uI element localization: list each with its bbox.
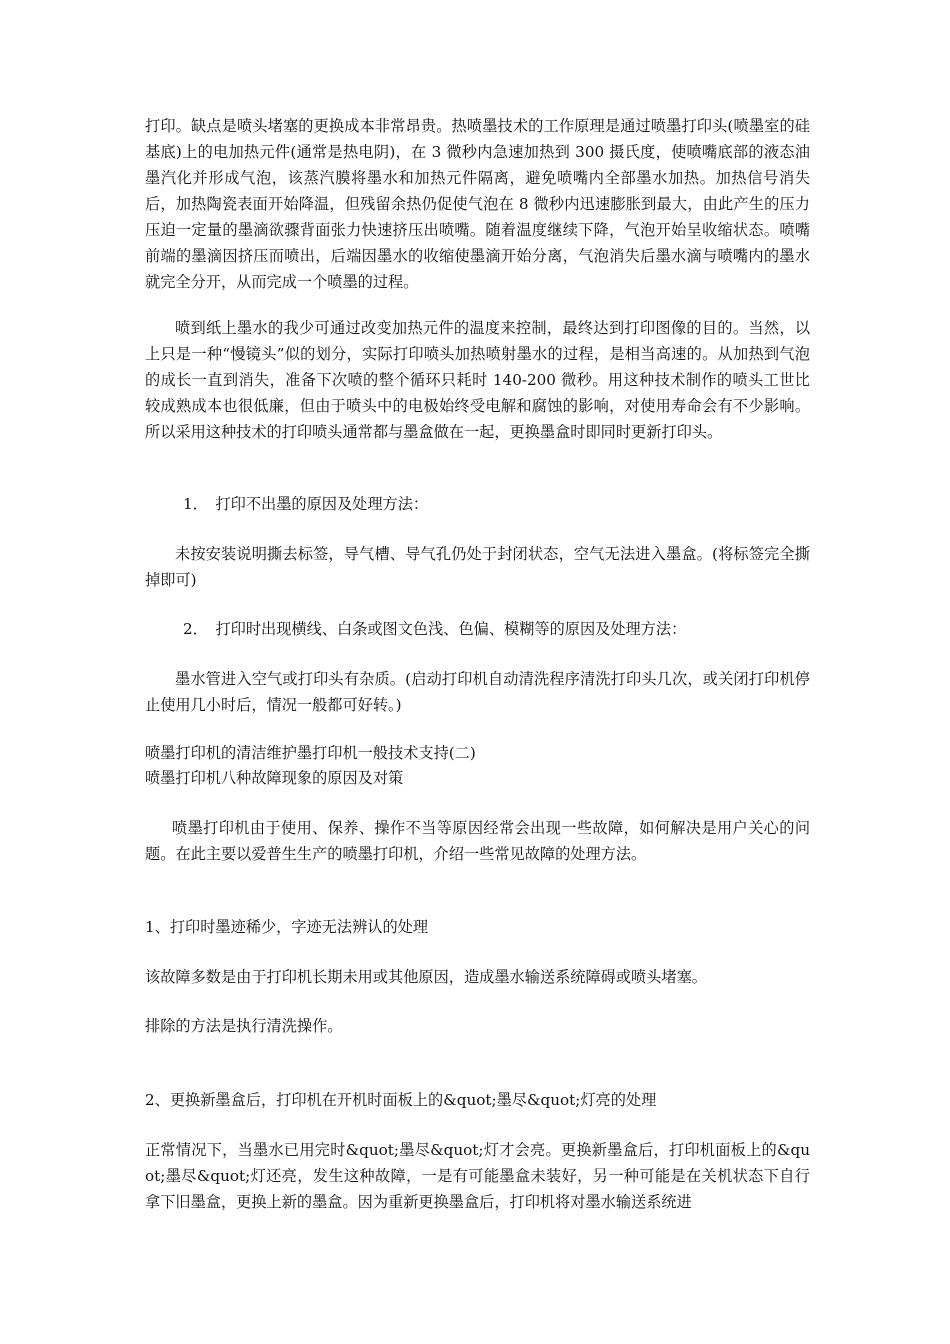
section-heading-cleaning: 喷墨打印机的清洁维护墨打印机一般技术支持(二) bbox=[145, 744, 476, 762]
fault-1-title: 1、打印时墨迹稀少，字迹无法辨认的处理 bbox=[145, 918, 429, 936]
paragraph-thermal-inkjet-principle: 打印。缺点是喷头堵塞的更换成本非常昂贵。热喷墨技术的工作原理是通过喷墨打印头(喷墨室的硅基底)上的电加热元件(通常是热电阴)，在 3 微秒内急速加热到 300 摄氏度，使喷嘴底部的液态油墨汽化并形成气泡，该蒸汽膜将墨水和加热元件隔离，避免喷嘴内全部墨水加热。加热信号消失后，加热陶瓷表面开始降温，但残留余热仍促使气泡在 8 微秒内迅速膨胀到最大，由此产生的压力压迫一定量的墨滴欲骤背面张力快速挤压出喷嘴。随着温度继续下降，气泡开始呈收缩状态。喷嘴前端的墨滴因挤压而喷出，后端因墨水的收缩使墨滴开始分离，气泡消失后墨水滴与喷嘴内的墨水就完全分开，从而完成一个喷墨的过程。 bbox=[145, 117, 810, 291]
fault-2-title: 2、更换新墨盒后，打印机在开机时面板上的&quot;墨尽&quot;灯亮的处理 bbox=[145, 1091, 657, 1109]
fault-2-description: 正常情况下，当墨水已用完时&quot;墨尽&quot;灯才会亮。更换新墨盒后，打印机面板上的&quot;墨尽&quot;灯还亮，发生这种故障，一是有可能墨盒未装好，另一种可能是在关机状态下自行拿下旧墨盒，更换上新的墨盒。因为重新更换墨盒后，打印机将对墨水输送系统进 bbox=[145, 1141, 810, 1211]
paragraph-no-ink-solution: 未按安装说明撕去标签，导气槽、导气孔仍处于封闭状态，空气无法进入墨盒。(将标签完全撕掉即可) bbox=[145, 545, 810, 589]
list-item-lines-title: 2． 打印时出现横线、白条或图文色浅、色偏、模糊等的原因及处理方法： bbox=[183, 620, 687, 638]
paragraph-fault-intro: 喷墨打印机由于使用、保养、操作不当等原因经常会出现一些故障，如何解决是用户关心的问题。在此主要以爱普生生产的喷墨打印机，介绍一些常见故障的处理方法。 bbox=[145, 819, 810, 863]
section-heading-eight-faults: 喷墨打印机八种故障现象的原因及对策 bbox=[145, 769, 404, 787]
paragraph-lines-solution: 墨水管进入空气或打印头有杂质。(启动打印机自动清洗程序清洗打印头几次，或关闭打印机停止使用几小时后，情况一般都可好转。) bbox=[145, 670, 810, 714]
fault-1-cause: 该故障多数是由于打印机长期未用或其他原因，造成墨水输送系统障碍或喷头堵塞。 bbox=[145, 968, 707, 986]
paragraph-ink-amount-control: 喷到纸上墨水的我少可通过改变加热元件的温度来控制，最终达到打印图像的目的。当然，以上只是一种“慢镜头”似的划分，实际打印喷头加热喷射墨水的过程，是相当高速的。从加热到气泡的成长一直到消失，准备下次喷的整个循环只耗时 140-200 微秒。用这种技术制作的喷头工世比较成熟成本也很低廉，但由于喷头中的电极始终受电解和腐蚀的影响，对使用寿命会有不少影响。所以采用这种技术的打印喷头通常都与墨盒做在一起，更换墨盒时即同时更新打印头。 bbox=[145, 319, 810, 441]
fault-1-solution: 排除的方法是执行清洗操作。 bbox=[145, 1017, 343, 1035]
list-item-no-ink-title: 1． 打印不出墨的原因及处理方法： bbox=[183, 495, 429, 513]
